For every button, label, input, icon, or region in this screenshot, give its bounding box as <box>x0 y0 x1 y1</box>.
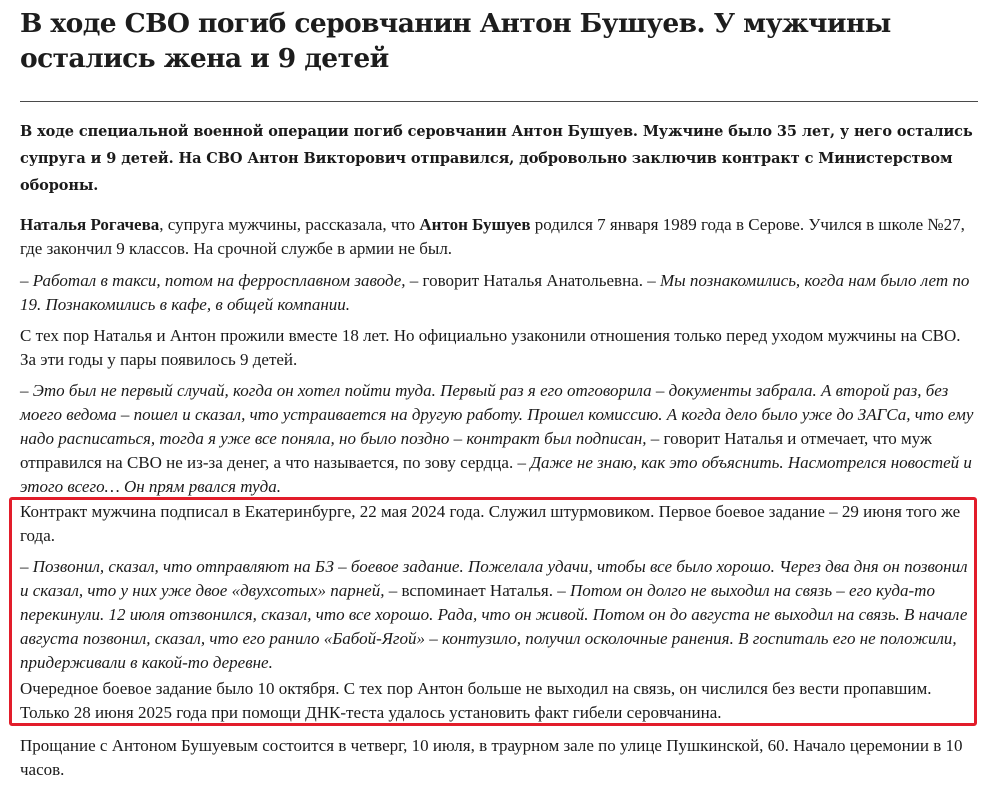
paragraph-2 <box>20 269 978 317</box>
person-name-anton: Антон Бушуев <box>419 215 531 234</box>
paragraph-4 <box>20 379 978 499</box>
paragraph-text: – вспоминает Наталья. <box>384 581 558 600</box>
quote: – Потом он долго не выходил на связь – его куда-то перекинули. 12 июля отзвонился, сказал, что все хорошо. Рада, что он живой. Потом он до августа не выходил на связь. В начале августа позвонил, сказал, что его ранило «Бабой-Ягой» – контузило, получил осколочные ранения. В госпиталь его не положили, придерживали в какой-то деревне. <box>20 581 968 672</box>
paragraph-7: Очередное боевое задание было 10 октября. С тех пор Антон больше не выходил на связь, он числился без вести пропавшим. Только 28 июня 2025 года при помощи ДНК-теста удалось установить факт гибели серовчанина. <box>20 679 932 722</box>
quote: – Позвонил, сказал, что отправляют на БЗ – боевое задание. Пожелала удачи, чтобы все было хорошо. Через два дня он позвонил и сказал, что у них уже двое «двухсотых» парней, <box>20 557 968 600</box>
paragraph-text: – говорит Наталья и отмечает, что муж отправился на СВО не из-за денег, а что называется, по зову сердца. <box>20 429 932 472</box>
article-lead: В ходе специальной военной операции погиб серовчанин Антон Бушуев. Мужчине было 35 лет, у него остались супруга и 9 детей. На СВО Антон Викторович отправился, добровольно заключив контракт с Министерством обороны. <box>20 123 973 194</box>
title-divider <box>20 101 978 102</box>
paragraph-5: Контракт мужчина подписал в Екатеринбурге, 22 мая 2024 года. Служил штурмовиком. Первое боевое задание – 29 июня того же года. <box>20 502 961 545</box>
paragraph-text: – говорит Наталья Анатольевна. <box>405 271 648 290</box>
paragraph-6 <box>20 555 978 675</box>
paragraph-1 <box>20 213 978 261</box>
quote: – Работал в такси, потом на ферросплавном заводе, <box>20 271 406 290</box>
quote: – Это был не первый случай, когда он хотел пойти туда. Первый раз я его отговорила – документы забрала. А второй раз, без моего ведома – пошел и сказал, что устраивается на другую работу. Прошел комиссию. А когда дело было уже до ЗАГСа, что ему надо расписаться, тогда я уже все поняла, но было поздно – контракт был подписан, <box>20 381 974 448</box>
paragraph-8: Прощание с Антоном Бушуевым состоится в четверг, 10 июля, в траурном зале по улице Пушкинской, 60. Начало церемонии в 10 часов. <box>20 736 963 779</box>
paragraph-text: родился 7 января 1989 года в Серове. Учился в школе №27, где закончил 9 классов. На срочной службе в армии не был. <box>20 215 965 258</box>
article-title: В ходе СВО погиб серовчанин Антон Бушуев. У мужчины остались жена и 9 детей <box>20 8 891 74</box>
quote: – Мы познакомились, когда нам было лет по 19. Познакомились в кафе, в общей компании. <box>20 271 970 314</box>
paragraph-3: С тех пор Наталья и Антон прожили вместе 18 лет. Но официально узаконили отношения только перед уходом мужчины на СВО. За эти годы у пары появилось 9 детей. <box>20 326 961 369</box>
paragraph-text: , супруга мужчины, рассказала, что <box>159 215 420 234</box>
quote: – Даже не знаю, как это объяснить. Насмотрелся новостей и этого всего… Он прям рвался туда. <box>20 453 972 496</box>
person-name-natalya: Наталья Рогачева <box>20 215 160 234</box>
